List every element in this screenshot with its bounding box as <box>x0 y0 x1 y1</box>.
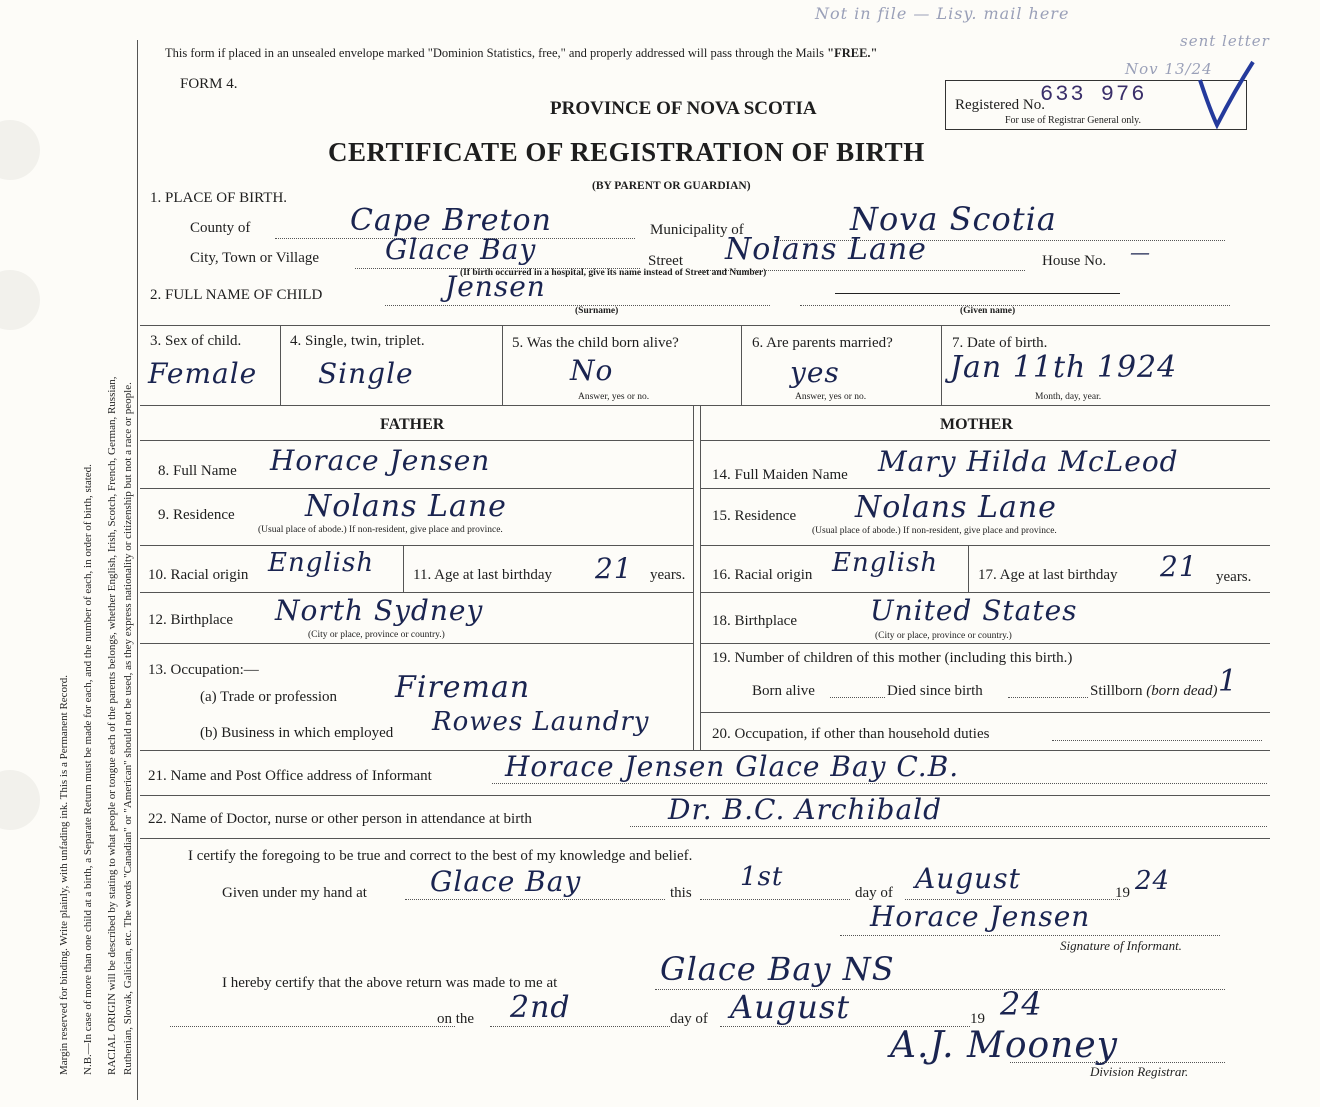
dob-caption: Month, day, year. <box>1035 392 1102 402</box>
mail-notice: This form if placed in an unsealed envelope marked "Dominion Statistics, free," and properly addressed will pass through the Mails "FREE." <box>165 46 878 60</box>
hospital-note: (If birth occurred in a hospital, give its name instead of Street and Number) <box>460 268 767 278</box>
doctor-value: Dr. B.C. Archibald <box>668 793 943 826</box>
registrar-year-prefix: 19 <box>970 1011 985 1027</box>
city-value: Glace Bay <box>385 233 537 266</box>
mother-racial-label: 16. Racial origin <box>712 567 813 583</box>
father-age-label: 11. Age at last birthday <box>413 567 552 583</box>
mother-age-value: 21 <box>1160 550 1198 583</box>
father-residence-caption: (Usual place of abode.) If non-resident, give place and province. <box>258 525 503 535</box>
informant-signature: Horace Jensen <box>870 900 1091 933</box>
given-name-caption: (Given name) <box>960 306 1016 316</box>
mother-occupation-label: 20. Occupation, if other than household duties <box>712 726 990 742</box>
corner-note-1: Not in file — Lisy. mail here <box>815 4 1070 23</box>
on-the-label: on the <box>437 1011 475 1027</box>
binding-margin-line <box>137 40 138 1100</box>
born-alive-label: 5. Was the child born alive? <box>512 335 679 351</box>
child-surname-value: Jensen <box>445 270 546 303</box>
mother-birthplace-value: United States <box>870 594 1078 627</box>
born-alive-value: No <box>570 354 614 387</box>
informant-value: Horace Jensen Glace Bay C.B. <box>505 750 960 783</box>
child-name-label: 2. FULL NAME OF CHILD <box>150 287 323 303</box>
place-of-birth-heading: 1. PLACE OF BIRTH. <box>150 190 288 206</box>
mother-age-unit: years. <box>1216 569 1252 585</box>
born-alive-caption: Answer, yes or no. <box>578 392 650 402</box>
father-heading: FATHER <box>380 416 445 433</box>
registered-number: 633 976 <box>1040 82 1147 107</box>
given-year-prefix: 19 <box>1115 885 1130 901</box>
dob-value: Jan 11th 1924 <box>950 350 1178 385</box>
stillborn-label: Stillborn (born dead) <box>1090 683 1218 699</box>
corner-note-3: Nov 13/24 <box>1125 60 1213 78</box>
stillborn-value: 1 <box>1218 664 1239 699</box>
father-name-value: Horace Jensen <box>270 444 491 477</box>
registrar-note: For use of Registrar General only. <box>1005 115 1141 126</box>
mother-residence-caption: (Usual place of abode.) If non-resident, give place and province. <box>812 526 1057 536</box>
given-under-label: Given under my hand at <box>222 885 367 901</box>
punch-hole-bottom <box>0 770 40 830</box>
father-racial-value: English <box>268 548 375 578</box>
registrar-day-value: 2nd <box>510 990 571 1025</box>
punch-hole-top <box>0 120 40 180</box>
house-value: — <box>1130 240 1151 264</box>
registrar-caption: Division Registrar. <box>1090 1064 1189 1079</box>
registrar-day-of-label: day of <box>670 1011 708 1027</box>
multiple-value: Single <box>318 357 414 390</box>
street-value: Nolans Lane <box>725 232 927 267</box>
registrar-year-value: 24 <box>1000 985 1043 1023</box>
street-label: Street <box>648 253 683 269</box>
father-occupation-label: 13. Occupation:— <box>148 662 259 678</box>
punch-hole-middle <box>0 270 40 330</box>
this-label: this <box>670 885 692 901</box>
born-alive-count-label: Born alive <box>752 683 815 699</box>
mother-name-value: Mary Hilda McLeod <box>878 445 1179 478</box>
children-count-label: 19. Number of children of this mother (including this birth.) <box>712 650 1073 666</box>
registrar-statement: I hereby certify that the above return was made to me at <box>222 975 558 991</box>
mother-residence-value: Nolans Lane <box>855 490 1057 525</box>
check-mark-icon <box>1195 60 1255 150</box>
mother-residence-label: 15. Residence <box>712 508 797 524</box>
died-since-birth-label: Died since birth <box>887 683 983 699</box>
multiple-label: 4. Single, twin, triplet. <box>290 333 425 349</box>
day-of-label: day of <box>855 885 893 901</box>
given-month-value: August <box>915 862 1021 895</box>
registered-label: Registered No. <box>955 97 1045 113</box>
father-residence-value: Nolans Lane <box>305 489 507 524</box>
given-day-value: 1st <box>740 862 784 892</box>
given-place-value: Glace Bay <box>430 865 582 898</box>
mother-birthplace-caption: (City or place, province or country.) <box>875 631 1012 641</box>
province-title: PROVINCE OF NOVA SCOTIA <box>550 98 817 119</box>
certify-statement: I certify the foregoing to be true and correct to the best of my knowledge and belief. <box>188 848 693 864</box>
margin-text-3: RACIAL ORIGIN will be described by stating to what people or tongue each of the parents belongs, whether English, Irish, Scotch, French, German, Russian, <box>106 376 118 1075</box>
father-racial-label: 10. Racial origin <box>148 567 249 583</box>
city-label: City, Town or Village <box>190 250 320 266</box>
mother-racial-value: English <box>832 548 939 578</box>
mother-birthplace-label: 18. Birthplace <box>712 613 797 629</box>
margin-text-1: Margin reserved for binding. Write plainly, with unfading ink. This is a Permanent Record. <box>58 675 70 1075</box>
father-birthplace-value: North Sydney <box>275 594 484 627</box>
mother-name-label: 14. Full Maiden Name <box>712 467 848 483</box>
given-year-value: 24 <box>1135 866 1171 896</box>
margin-text-4: Ruthenian, Slovak, Galician, etc. The words "Canadian" or "American" should not be used, as they express nationality or citizenship but not a race or people. <box>122 382 134 1075</box>
form-number: FORM 4. <box>180 76 238 92</box>
mother-heading: MOTHER <box>940 416 1013 433</box>
certificate-title: CERTIFICATE OF REGISTRATION OF BIRTH <box>328 137 925 167</box>
registrar-place-value: Glace Bay NS <box>660 950 895 988</box>
surname-caption: (Surname) <box>575 306 619 316</box>
doctor-label: 22. Name of Doctor, nurse or other person in attendance at birth <box>148 811 532 827</box>
father-trade-label: (a) Trade or profession <box>200 689 338 705</box>
father-birthplace-caption: (City or place, province or country.) <box>308 630 445 640</box>
married-caption: Answer, yes or no. <box>795 392 867 402</box>
corner-note-2: sent letter <box>1180 32 1270 50</box>
registrar-signature: A.J. Mooney <box>890 1025 1119 1066</box>
dob-label: 7. Date of birth. <box>952 335 1048 351</box>
informant-label: 21. Name and Post Office address of Informant <box>148 768 432 784</box>
father-business-value: Rowes Laundry <box>432 707 650 737</box>
sex-value: Female <box>148 357 258 390</box>
married-label: 6. Are parents married? <box>752 335 893 351</box>
municipality-label: Municipality of <box>650 222 744 238</box>
sex-label: 3. Sex of child. <box>150 333 242 349</box>
margin-text-2: N.B.—In case of more than one child at a birth, a Separate Return must be made for each, and the number of each, in order of birth, stated. <box>82 464 94 1075</box>
father-age-unit: years. <box>650 567 686 583</box>
mother-age-label: 17. Age at last birthday <box>978 567 1118 583</box>
father-residence-label: 9. Residence <box>158 507 235 523</box>
father-business-label: (b) Business in which employed <box>200 725 394 741</box>
father-birthplace-label: 12. Birthplace <box>148 612 233 628</box>
certificate-subtitle: (BY PARENT OR GUARDIAN) <box>592 180 751 192</box>
father-age-value: 21 <box>595 552 633 585</box>
married-value: yes <box>790 356 840 389</box>
father-trade-value: Fireman <box>395 670 531 705</box>
house-label: House No. <box>1042 253 1107 269</box>
municipality-value: Nova Scotia <box>850 200 1057 238</box>
father-name-label: 8. Full Name <box>158 463 237 479</box>
registrar-month-value: August <box>730 988 851 1026</box>
county-label: County of <box>190 220 251 236</box>
county-value: Cape Breton <box>350 203 552 238</box>
informant-signature-caption: Signature of Informant. <box>1060 938 1182 953</box>
